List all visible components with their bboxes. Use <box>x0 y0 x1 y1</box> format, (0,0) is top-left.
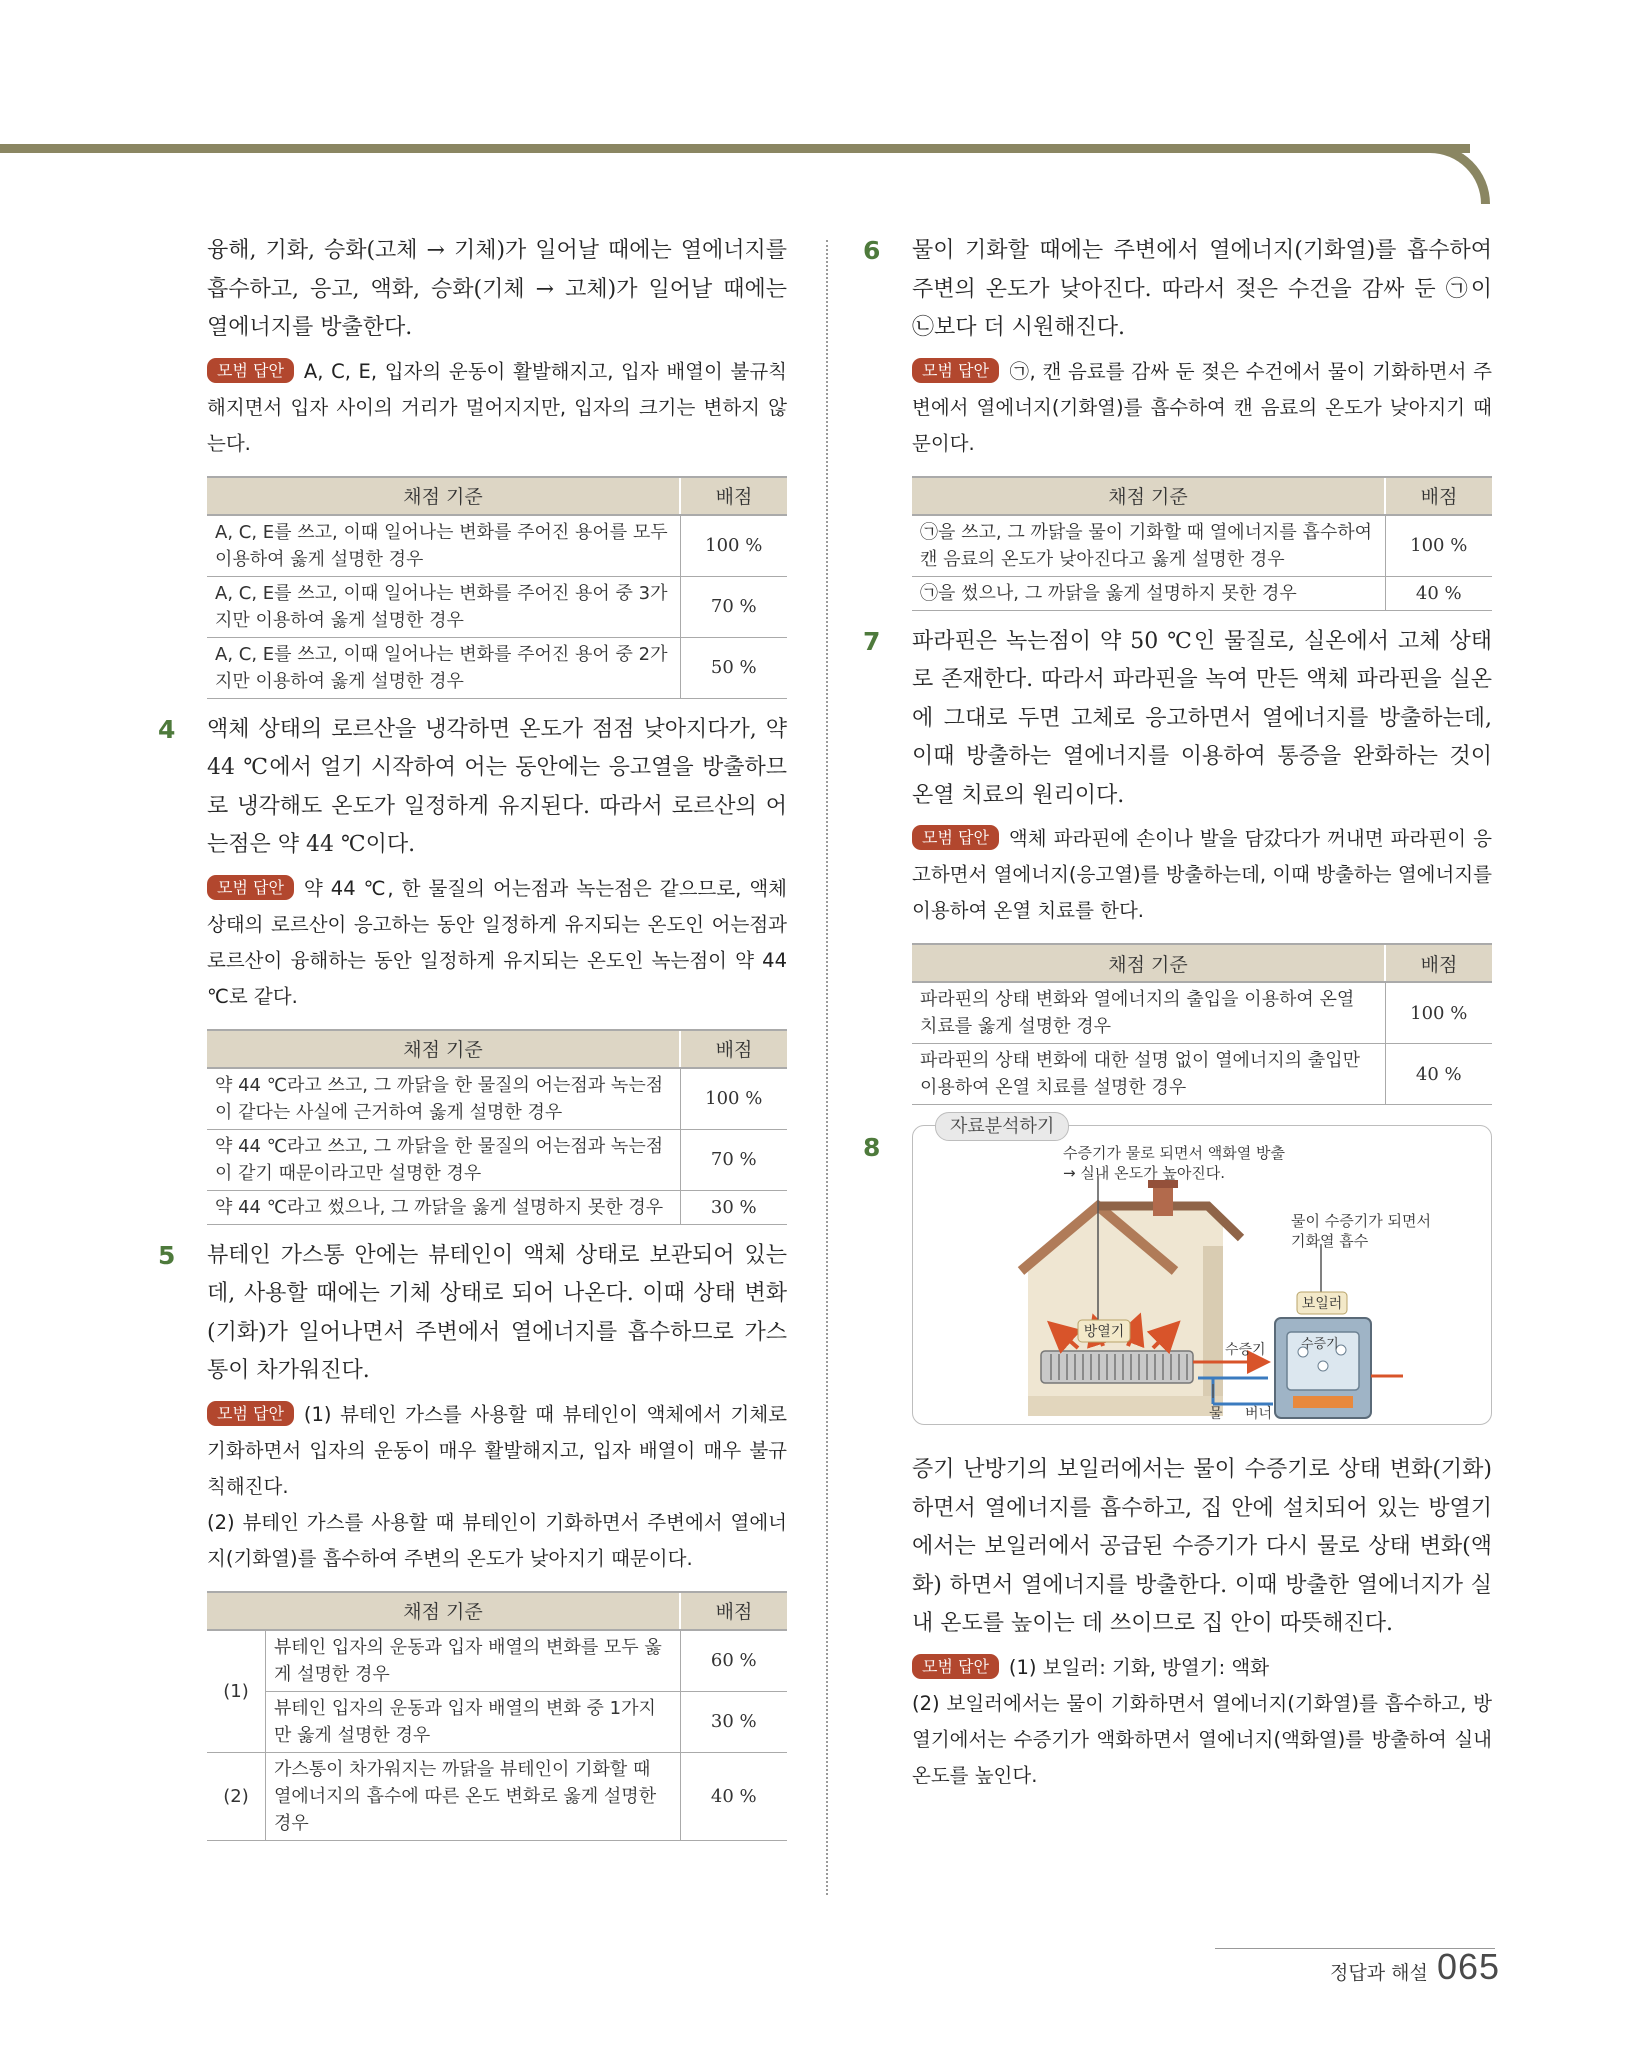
q4-model-answer <box>207 871 787 1015</box>
q6-scoring-table <box>912 476 1492 611</box>
points-header: 배점 <box>680 477 787 515</box>
question-number: 8 <box>863 1133 881 1162</box>
left-column <box>158 232 787 1853</box>
points-cell: 100 % <box>680 1068 787 1130</box>
points-header: 배점 <box>1385 477 1492 515</box>
q3-explanation: 융해, 기화, 승화(고체 → 기체)가 일어날 때에는 열에너지를 흡수하고, 응고, 액화, 승화(기체 → 고체)가 일어날 때에는 열에너지를 방출한다. <box>207 238 787 340</box>
criteria-cell: 약 44 ℃라고 썼으나, 그 까닭을 옳게 설명하지 못한 경우 <box>207 1190 680 1224</box>
q8-model-answer <box>912 1650 1492 1686</box>
model-answer-tag: 모범 답안 <box>912 1654 999 1679</box>
points-cell: 50 % <box>680 637 787 698</box>
criteria-header: 채점 기준 <box>207 477 680 515</box>
sub-question-label: (1) <box>207 1630 266 1753</box>
question-6 <box>863 232 1492 611</box>
q4-scoring-table <box>207 1029 787 1225</box>
model-answer-tag: 모범 답안 <box>207 875 294 900</box>
q5-answer-1: (1) 뷰테인 가스를 사용할 때 뷰테인이 액체에서 기체로 기화하면서 입자의 운동이 매우 활발해지고, 입자 배열이 매우 불규칙해진다. <box>207 1402 787 1498</box>
boiler-illustration <box>1275 1318 1403 1418</box>
diagram-note-evaporation: 물이 수증기가 되면서 <box>1291 1212 1431 1230</box>
q5-answer-2: (2) 뷰테인 가스를 사용할 때 뷰테인이 기화하면서 주변에서 열에너지(기화열)를 흡수하여 주변의 온도가 낮아지기 때문이다. <box>207 1510 787 1570</box>
criteria-cell: A, C, E를 쓰고, 이때 일어나는 변화를 주어진 용어 중 3가지만 이용하여 옳게 설명한 경우 <box>207 576 680 637</box>
q4-explanation: 액체 상태의 로르산을 냉각하면 온도가 점점 낮아지다가, 약 44 ℃에서 얼기 시작하여 어는 동안에는 응고열을 방출하므로 냉각해도 온도가 일정하게 유지된다. 따라서 로르산의 어는점은 약 44 ℃이다. <box>207 716 787 857</box>
q8-answer-2: (2) 보일러에서는 물이 기화하면서 열에너지(기화열)를 흡수하고, 방열기에서는 수증기가 액화하면서 열에너지(액화열)를 방출하여 실내 온도를 높인다. <box>912 1691 1492 1787</box>
q3-model-answer <box>207 354 787 462</box>
table-row <box>912 515 1492 577</box>
burner-label: 버너 <box>1245 1406 1273 1422</box>
q7-explanation: 파라핀은 녹는점이 약 50 ℃인 물질로, 실온에서 고체 상태로 존재한다. 따라서 파라핀을 녹여 만든 액체 파라핀을 실온에 그대로 두면 고체로 응고하면서 열에너지를 방출하는데, 이때 방출하는 열에너지를 이용하여 통증을 완화하는 것이 온열 치료의 원리이다. <box>912 628 1492 808</box>
points-cell: 30 % <box>680 1691 787 1752</box>
points-cell: 40 % <box>680 1752 787 1840</box>
points-cell: 100 % <box>1385 982 1492 1044</box>
table-row <box>207 1752 787 1840</box>
data-analysis-tag: 자료분석하기 <box>935 1112 1069 1141</box>
points-header: 배점 <box>680 1592 787 1630</box>
criteria-cell: ㉠을 썼으나, 그 까닭을 옳게 설명하지 못한 경우 <box>912 576 1385 610</box>
radiator-label: 방열기 <box>1083 1324 1125 1340</box>
model-answer-tag: 모범 답안 <box>912 358 999 383</box>
table-row <box>207 1129 787 1190</box>
criteria-cell: 뷰테인 입자의 운동과 입자 배열의 변화 중 1가지만 옳게 설명한 경우 <box>266 1691 681 1752</box>
question-8 <box>863 1116 1492 1794</box>
table-row <box>207 1630 787 1692</box>
table-row <box>207 515 787 577</box>
criteria-cell: A, C, E를 쓰고, 이때 일어나는 변화를 주어진 용어 중 2가지만 이용하여 옳게 설명한 경우 <box>207 637 680 698</box>
points-header: 배점 <box>1385 944 1492 982</box>
model-answer-tag: 모범 답안 <box>912 825 999 850</box>
steam-label: 수증기 <box>1225 1342 1266 1358</box>
q7-answer-text: 액체 파라핀에 손이나 발을 담갔다가 꺼내면 파라핀이 응고하면서 열에너지(응고열)를 방출하는데, 이때 방출하는 열에너지를 이용하여 온열 치료를 한다. <box>912 827 1492 922</box>
table-row <box>207 1190 787 1224</box>
header-band <box>0 144 1470 153</box>
points-header: 배점 <box>680 1030 787 1068</box>
criteria-cell: 파라핀의 상태 변화와 열에너지의 출입을 이용하여 온열 치료를 옳게 설명한 경우 <box>912 982 1385 1044</box>
points-cell: 100 % <box>1385 515 1492 577</box>
criteria-cell: 약 44 ℃라고 쓰고, 그 까닭을 한 물질의 어는점과 녹는점이 같다는 사실에 근거하여 옳게 설명한 경우 <box>207 1068 680 1130</box>
model-answer-tag: 모범 답안 <box>207 358 294 383</box>
question-5 <box>158 1237 787 1841</box>
criteria-header: 채점 기준 <box>912 477 1385 515</box>
criteria-cell: 가스통이 차가워지는 까닭을 뷰테인이 기화할 때 열에너지의 흡수에 따른 온도 변화로 옳게 설명한 경우 <box>266 1752 681 1840</box>
right-column <box>863 232 1492 1794</box>
q4-answer-text: 약 44 ℃, 한 물질의 어는점과 녹는점은 같으므로, 액체 상태의 로르산이 응고하는 동안 일정하게 유지되는 온도인 어는점과 로르산이 융해하는 동안 일정하게 유지되는 온도인 녹는점이 약 44 ℃로 같다. <box>207 876 787 1008</box>
q5-explanation: 뷰테인 가스통 안에는 뷰테인이 액체 상태로 보관되어 있는데, 사용할 때에는 기체 상태로 되어 나온다. 이때 상태 변화(기화)가 일어나면서 주변에서 열에너지를 흡수하므로 가스통이 차가워진다. <box>207 1242 787 1383</box>
question-number: 5 <box>158 1240 176 1270</box>
points-cell: 40 % <box>1385 1044 1492 1105</box>
question-number: 4 <box>158 714 176 744</box>
table-row <box>207 1691 787 1752</box>
table-row <box>207 576 787 637</box>
q3-answer-text: A, C, E, 입자의 운동이 활발해지고, 입자 배열이 불규칙해지면서 입자 사이의 거리가 멀어지지만, 입자의 크기는 변하지 않는다. <box>207 359 787 455</box>
table-row <box>207 1068 787 1130</box>
q8-explanation: 증기 난방기의 보일러에서는 물이 수증기로 상태 변화(기화) 하면서 열에너지를 흡수하고, 집 안에 설치되어 있는 방열기에서는 보일러에서 공급된 수증기가 다시 물로 상태 변화(액화) 하면서 열에너지를 방출한다. 이때 방출한 열에너지가 실내 온도를 높이는 데 쓰이므로 집 안이 따뜻해진다. <box>912 1457 1492 1636</box>
question-4 <box>158 711 787 1225</box>
diagram-note-condensation: 수증기가 물로 되면서 액화열 방출 <box>1063 1144 1285 1162</box>
points-cell: 70 % <box>680 1129 787 1190</box>
points-cell: 60 % <box>680 1630 787 1692</box>
question-number: 7 <box>863 626 881 656</box>
criteria-cell: 뷰테인 입자의 운동과 입자 배열의 변화를 모두 옳게 설명한 경우 <box>266 1630 681 1692</box>
criteria-cell: A, C, E를 쓰고, 이때 일어나는 변화를 주어진 용어를 모두 이용하여 옳게 설명한 경우 <box>207 515 680 577</box>
table-row <box>912 1044 1492 1105</box>
sub-question-label: (2) <box>207 1752 266 1840</box>
criteria-cell: 약 44 ℃라고 쓰고, 그 까닭을 한 물질의 어는점과 녹는점이 같기 때문이라고만 설명한 경우 <box>207 1129 680 1190</box>
question-7 <box>863 623 1492 1106</box>
diagram-note-temperature: → 실내 온도가 높아진다. <box>1063 1164 1226 1182</box>
points-cell: 30 % <box>680 1190 787 1224</box>
q3-scoring-table <box>207 476 787 699</box>
diagram-note-absorb: 기화열 흡수 <box>1291 1232 1369 1250</box>
q7-scoring-table <box>912 943 1492 1105</box>
q8-answer-1: (1) 보일러: 기화, 방열기: 액화 <box>1008 1655 1270 1679</box>
q5-scoring-table <box>207 1591 787 1841</box>
steam-heating-diagram <box>913 1126 1491 1424</box>
question-number: 6 <box>863 236 881 265</box>
model-answer-tag: 모범 답안 <box>207 1401 294 1426</box>
page-number: 065 <box>1437 1946 1501 1987</box>
q7-model-answer <box>912 821 1492 929</box>
criteria-header: 채점 기준 <box>912 944 1385 982</box>
boiler-label: 보일러 <box>1301 1296 1343 1312</box>
column-divider <box>826 240 828 1895</box>
water-label: 물 <box>1209 1406 1223 1422</box>
table-row <box>912 576 1492 610</box>
q6-answer-text: ㉠, 캔 음료를 감싸 둔 젖은 수건에서 물이 기화하면서 주변에서 열에너지(기화열)를 흡수하여 캔 음료의 온도가 낮아지기 때문이다. <box>912 359 1492 455</box>
criteria-header: 채점 기준 <box>207 1592 680 1630</box>
radiator-illustration <box>1041 1351 1193 1383</box>
q6-model-answer <box>912 354 1492 462</box>
q6-explanation: 물이 기화할 때에는 주변에서 열에너지(기화열)를 흡수하여 주변의 온도가 낮아진다. 따라서 젖은 수건을 감싸 둔 ㉠이 ㉡보다 더 시원해진다. <box>912 238 1492 340</box>
points-cell: 70 % <box>680 576 787 637</box>
criteria-cell: ㉠을 쓰고, 그 까닭을 물이 기화할 때 열에너지를 흡수하여 캔 음료의 온도가 낮아진다고 옳게 설명한 경우 <box>912 515 1385 577</box>
data-analysis-box <box>912 1116 1492 1425</box>
footer-label: 정답과 해설 <box>1330 1962 1428 1984</box>
criteria-header: 채점 기준 <box>207 1030 680 1068</box>
steam-in-boiler-label: 수증기 <box>1301 1337 1339 1352</box>
points-cell: 40 % <box>1385 576 1492 610</box>
criteria-cell: 파라핀의 상태 변화에 대한 설명 없이 열에너지의 출입만 이용하여 온열 치료를 설명한 경우 <box>912 1044 1385 1105</box>
q5-model-answer <box>207 1397 787 1505</box>
points-cell: 100 % <box>680 515 787 577</box>
table-row <box>207 637 787 698</box>
header-band-corner <box>1410 144 1490 204</box>
table-row <box>912 982 1492 1044</box>
